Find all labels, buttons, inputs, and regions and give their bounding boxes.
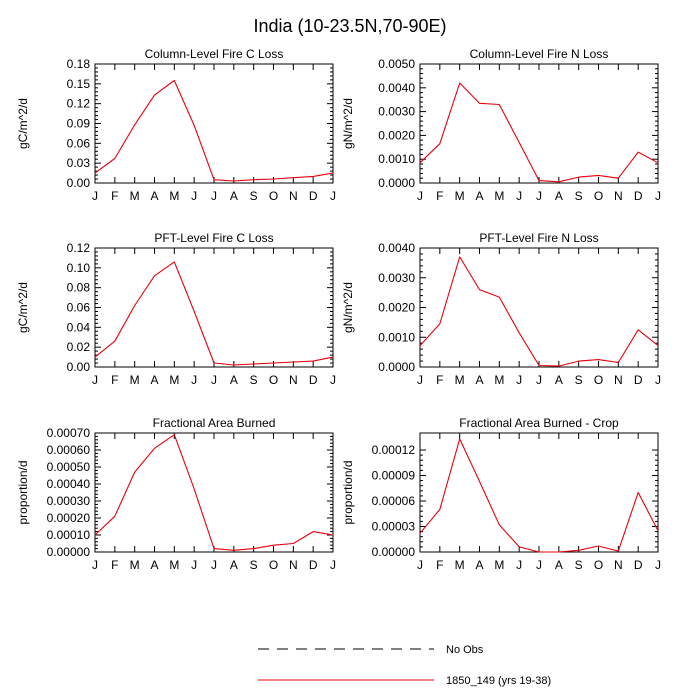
- series-line: [95, 435, 333, 551]
- panel-6: [341, 416, 661, 572]
- panel-title: Fractional Area Burned: [152, 416, 276, 430]
- plot-frame: [95, 433, 333, 552]
- x-tick-label: M: [494, 189, 505, 203]
- y-tick-label: 0.08: [66, 280, 90, 295]
- x-tick-label: F: [436, 558, 444, 572]
- x-tick-label: O: [593, 189, 604, 203]
- x-tick-label: J: [211, 373, 217, 387]
- x-tick-label: O: [268, 558, 279, 572]
- y-tick-label: 0.00009: [371, 468, 415, 483]
- y-tick-label: 0.00020: [46, 511, 90, 525]
- x-tick-label: A: [150, 373, 159, 387]
- panel-title: PFT-Level Fire N Loss: [479, 231, 599, 245]
- x-tick-label: A: [229, 373, 238, 387]
- y-tick-label: 0.00000: [46, 545, 90, 559]
- legend: [258, 644, 551, 687]
- x-tick-label: J: [536, 189, 542, 203]
- plot-frame: [95, 248, 333, 367]
- y-tick-label: 0.0030: [378, 270, 415, 285]
- x-tick-label: A: [150, 558, 159, 572]
- x-tick-label: F: [111, 373, 119, 387]
- plot-frame: [420, 64, 658, 183]
- x-tick-label: F: [111, 558, 119, 572]
- x-tick-label: N: [613, 189, 623, 203]
- x-tick-label: D: [633, 189, 643, 203]
- x-tick-label: D: [308, 558, 318, 572]
- x-tick-label: M: [169, 558, 180, 572]
- x-tick-label: J: [516, 558, 523, 572]
- y-tick-label: 0.00: [66, 360, 90, 374]
- x-tick-label: D: [633, 558, 643, 572]
- y-tick-label: 0.0010: [378, 330, 415, 345]
- y-axis-label: gN/m^2/d: [341, 282, 355, 333]
- y-tick-label: 0.03: [66, 156, 90, 171]
- y-tick-label: 0.00003: [371, 519, 415, 534]
- y-tick-label: 0.06: [66, 136, 90, 151]
- x-tick-label: S: [574, 373, 583, 387]
- x-tick-label: D: [308, 373, 318, 387]
- y-tick-label: 0.0020: [378, 300, 415, 315]
- y-tick-label: 0.18: [66, 57, 90, 71]
- series-line: [95, 81, 333, 182]
- series-line: [95, 262, 333, 365]
- y-tick-label: 0.00050: [46, 460, 90, 474]
- x-tick-label: A: [554, 558, 563, 572]
- plot-frame: [95, 64, 333, 183]
- legend-obs-label: No Obs: [446, 644, 484, 656]
- x-tick-label: M: [129, 373, 140, 387]
- x-tick-label: A: [554, 373, 563, 387]
- x-tick-label: S: [249, 373, 258, 387]
- y-tick-label: 0.12: [66, 96, 90, 111]
- y-tick-label: 0.00040: [46, 477, 90, 491]
- x-tick-label: J: [330, 189, 336, 203]
- y-axis-label: gN/m^2/d: [341, 98, 355, 149]
- panels: [16, 47, 661, 572]
- x-tick-label: J: [211, 558, 217, 572]
- x-tick-label: A: [229, 558, 238, 572]
- y-tick-label: 0.00006: [371, 494, 415, 508]
- x-tick-label: M: [494, 558, 505, 572]
- y-axis-label: gC/m^2/d: [16, 282, 30, 333]
- y-tick-label: 0.00060: [46, 443, 90, 457]
- x-tick-label: M: [169, 189, 180, 203]
- x-tick-label: J: [655, 189, 661, 203]
- plot-frame: [420, 433, 658, 552]
- x-tick-label: J: [655, 373, 661, 387]
- panel-title: Column-Level Fire N Loss: [469, 47, 609, 61]
- x-tick-label: S: [249, 189, 258, 203]
- x-tick-label: J: [330, 373, 336, 387]
- x-tick-label: O: [593, 558, 604, 572]
- x-tick-label: M: [129, 558, 140, 572]
- y-tick-label: 0.02: [66, 340, 90, 355]
- x-tick-label: N: [613, 558, 623, 572]
- figure-title: India (10-23.5N,70-90E): [253, 16, 447, 36]
- x-tick-label: J: [417, 558, 423, 572]
- x-tick-label: F: [436, 373, 444, 387]
- x-tick-label: M: [169, 373, 180, 387]
- x-tick-label: A: [554, 189, 563, 203]
- x-tick-label: O: [268, 189, 279, 203]
- x-tick-label: M: [454, 189, 465, 203]
- panel-2: [341, 47, 661, 203]
- x-tick-label: J: [417, 189, 423, 203]
- panel-4: [341, 231, 661, 387]
- y-tick-label: 0.0000: [378, 176, 415, 190]
- y-tick-label: 0.00030: [46, 494, 90, 508]
- panel-title: PFT-Level Fire C Loss: [154, 231, 274, 245]
- panel-5: [16, 416, 336, 572]
- y-tick-label: 0.0050: [378, 57, 415, 71]
- y-tick-label: 0.12: [66, 241, 90, 255]
- x-tick-label: A: [150, 189, 159, 203]
- x-tick-label: A: [475, 189, 484, 203]
- x-tick-label: S: [574, 558, 583, 572]
- x-tick-label: J: [536, 558, 542, 572]
- y-tick-label: 0.00010: [46, 528, 90, 542]
- y-tick-label: 0.00012: [371, 443, 415, 457]
- y-tick-label: 0.09: [66, 116, 90, 131]
- y-tick-label: 0.10: [66, 260, 90, 275]
- x-tick-label: A: [475, 558, 484, 572]
- y-tick-label: 0.0030: [378, 104, 415, 119]
- series-line: [420, 439, 658, 552]
- panel-1: [16, 47, 336, 203]
- x-tick-label: O: [268, 373, 279, 387]
- y-tick-label: 0.0000: [378, 360, 415, 374]
- x-tick-label: A: [475, 373, 484, 387]
- y-tick-label: 0.0040: [378, 80, 415, 95]
- y-tick-label: 0.00000: [371, 545, 415, 559]
- x-tick-label: J: [191, 189, 198, 203]
- y-tick-label: 0.15: [66, 76, 90, 91]
- x-tick-label: F: [111, 189, 119, 203]
- x-tick-label: S: [249, 558, 258, 572]
- x-tick-label: J: [211, 189, 217, 203]
- x-tick-label: J: [92, 189, 98, 203]
- y-axis-label: gC/m^2/d: [16, 98, 30, 149]
- plot-frame: [420, 248, 658, 367]
- x-tick-label: M: [494, 373, 505, 387]
- panel-title: Fractional Area Burned - Crop: [459, 416, 619, 430]
- x-tick-label: J: [516, 189, 523, 203]
- y-tick-label: 0.06: [66, 300, 90, 315]
- y-tick-label: 0.00070: [46, 426, 90, 440]
- x-tick-label: N: [288, 373, 298, 387]
- x-tick-label: J: [330, 558, 336, 572]
- x-tick-label: J: [536, 373, 542, 387]
- x-tick-label: M: [454, 373, 465, 387]
- series-line: [420, 83, 658, 182]
- x-tick-label: M: [129, 189, 140, 203]
- y-tick-label: 0.0020: [378, 128, 415, 143]
- legend-model-label: 1850_149 (yrs 19-38): [446, 675, 552, 687]
- x-tick-label: J: [191, 373, 198, 387]
- y-axis-label: proportion/d: [341, 460, 355, 525]
- panel-3: [16, 231, 336, 387]
- x-tick-label: O: [593, 373, 604, 387]
- y-axis-label: proportion/d: [16, 460, 30, 525]
- x-tick-label: D: [308, 189, 318, 203]
- y-tick-label: 0.04: [66, 320, 90, 335]
- x-tick-label: J: [516, 373, 523, 387]
- x-tick-label: N: [288, 189, 298, 203]
- panel-title: Column-Level Fire C Loss: [144, 47, 284, 61]
- x-tick-label: A: [229, 189, 238, 203]
- x-tick-label: N: [288, 558, 298, 572]
- x-tick-label: J: [417, 373, 423, 387]
- y-tick-label: 0.0040: [378, 241, 415, 255]
- x-tick-label: J: [92, 558, 98, 572]
- series-line: [420, 257, 658, 366]
- y-tick-label: 0.00: [66, 176, 90, 190]
- x-tick-label: M: [454, 558, 465, 572]
- x-tick-label: D: [633, 373, 643, 387]
- x-tick-label: J: [655, 558, 661, 572]
- x-tick-label: N: [613, 373, 623, 387]
- x-tick-label: J: [191, 558, 198, 572]
- x-tick-label: J: [92, 373, 98, 387]
- y-tick-label: 0.0010: [378, 152, 415, 167]
- x-tick-label: S: [574, 189, 583, 203]
- x-tick-label: F: [436, 189, 444, 203]
